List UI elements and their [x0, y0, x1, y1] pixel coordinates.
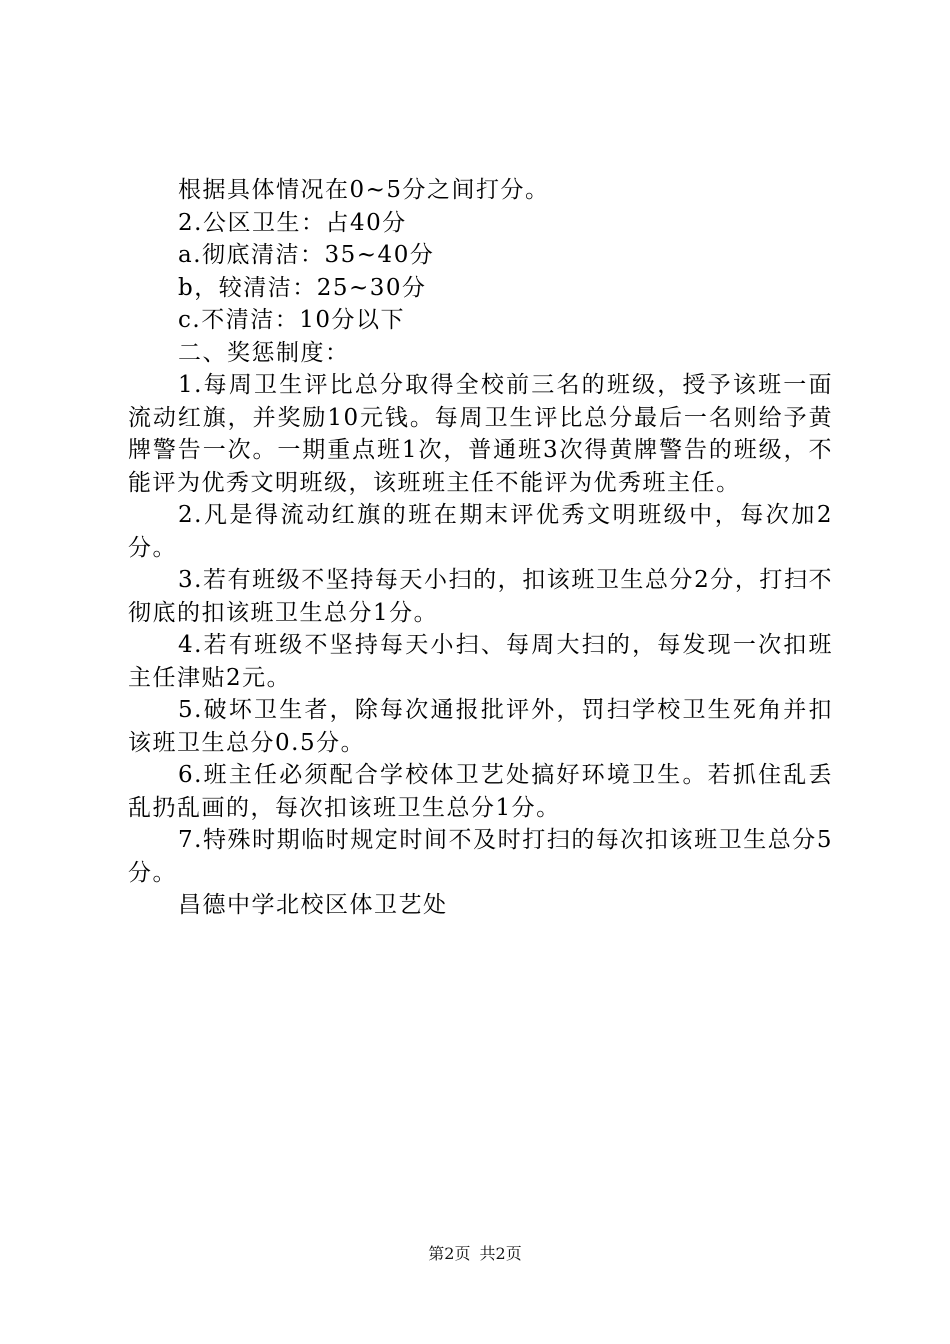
paragraph-rule-1: 1.每周卫生评比总分取得全校前三名的班级，授予该班一面流动红旗，并奖励10元钱。每周卫生评比总分最后一名则给予黄牌警告一次。一期重点班1次，普通班3次得黄牌警告的班级，不能评为优秀文明班级，该班班主任不能评为优秀班主任。 — [128, 372, 833, 496]
page-footer — [0, 1243, 950, 1265]
page-total: 共2页 — [479, 1244, 522, 1263]
paragraph-scoring-note: 根据具体情况在0~5分之间打分。 — [178, 177, 550, 203]
paragraph-rule-6: 6.班主任必须配合学校体卫艺处搞好环境卫生。若抓住乱丢乱扔乱画的，每次扣该班卫生总分1分。 — [128, 762, 833, 821]
section-heading-rewards: 二、奖惩制度： — [178, 339, 350, 366]
paragraph-signature: 昌德中学北校区体卫艺处 — [178, 892, 448, 918]
document-body — [128, 174, 833, 922]
paragraph-rule-2: 2.凡是得流动红旗的班在期末评优秀文明班级中，每次加2分。 — [128, 502, 833, 561]
page-number: 第2页 — [428, 1244, 471, 1263]
paragraph-rule-3: 3.若有班级不坚持每天小扫的，扣该班卫生总分2分，打扫不彻底的扣该班卫生总分1分。 — [128, 567, 833, 626]
paragraph-rule-7: 7.特殊时期临时规定时间不及时打扫的每次扣该班卫生总分5分。 — [128, 827, 833, 886]
paragraph-rule-4: 4.若有班级不坚持每天小扫、每周大扫的，每发现一次扣班主任津贴2元。 — [128, 632, 833, 691]
paragraph-public-area: 2.公区卫生：占40分 — [178, 209, 407, 236]
paragraph-rule-5: 5.破坏卫生者，除每次通报批评外，罚扫学校卫生死角并扣该班卫生总分0.5分。 — [128, 697, 833, 756]
paragraph-not-clean: c.不清洁：10分以下 — [178, 307, 405, 333]
paragraph-thorough-clean: a.彻底清洁：35~40分 — [178, 242, 435, 268]
paragraph-fairly-clean: b，较清洁：25~30分 — [178, 274, 427, 301]
